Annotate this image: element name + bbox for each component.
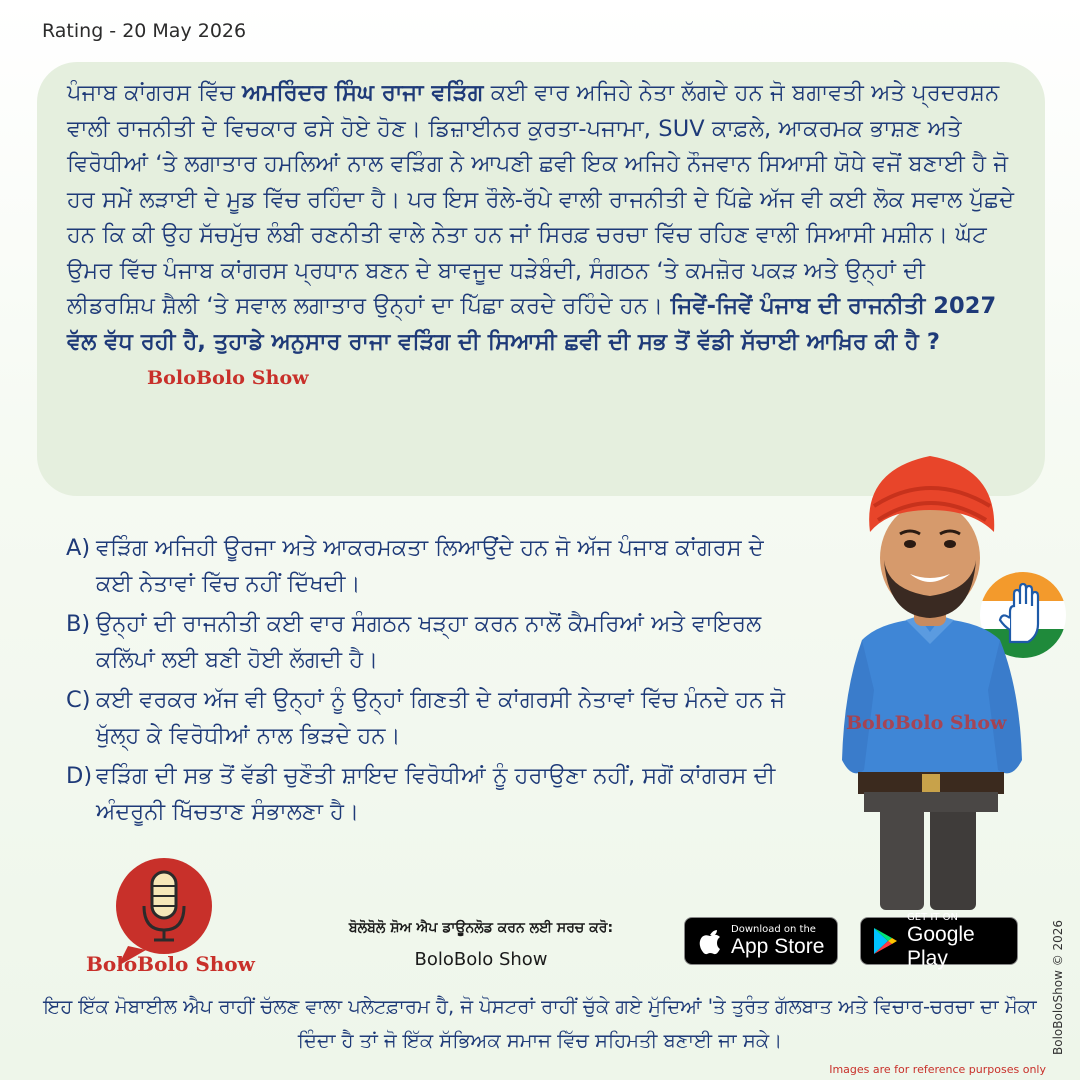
option-c[interactable] [66,682,806,754]
date-line: Rating - 20 May 2026 [42,20,247,42]
option-text: ਵੜਿੰਗ ਦੀ ਸਭ ਤੋਂ ਵੱਡੀ ਚੁਣੌਤੀ ਸ਼ਾਇਦ ਵਿਰੋਧੀਆਂ ਨੂੰ ਹਰਾਉਣਾ ਨਹੀਂ, ਸਗੋਂ ਕਾਂਗਰਸ ਦੀ ਅੰਦਰੂਨੀ ਖਿੱਚਤਾਣ ਸੰਭਾਲਣਾ ਹੈ। [96,763,776,825]
google-play-label: Google Play [907,922,975,970]
google-play-icon [871,926,899,956]
apple-icon [697,926,723,956]
image-disclaimer: Images are for reference purposes only [829,1063,1046,1076]
copyright-vertical: BoloBoloShow © 2026 [1051,919,1065,1055]
app-store-button[interactable] [684,917,838,965]
option-letter: A) [66,535,91,561]
option-text: ਵੜਿੰਗ ਅਜਿਹੀ ਊਰਜਾ ਅਤੇ ਆਕਰਮਕਤਾ ਲਿਆਉਂਦੇ ਹਨ ਜੋ ਅੱਜ ਪੰਜਾਬ ਕਾਂਗਰਸ ਦੇ ਕਈ ਨੇਤਾਵਾਂ ਵਿੱਚ ਨਹੀਂ ਦਿੱਖਦੀ। [96,535,764,597]
question-body: ਕਈ ਵਾਰ ਅਜਿਹੇ ਨੇਤਾ ਲੱਗਦੇ ਹਨ ਜੋ ਬਗਾਵਤੀ ਅਤੇ ਪ੍ਰਦਰਸ਼ਨ ਵਾਲੀ ਰਾਜਨੀਤੀ ਦੇ ਵਿਚਕਾਰ ਫਸੇ ਹੋਏ ਹੋਣ। ਡਿਜ਼ਾਈਨਰ ਕੁਰਤਾ-ਪਜਾਮਾ, SUV ਕਾਫ਼ਲੇ, ਆਕਰਮਕ ਭਾਸ਼ਣ ਅਤੇ ਵਿਰੋਧੀਆਂ ‘ਤੇ ਲਗਾਤਾਰ ਹਮਲਿਆਂ ਨਾਲ ਵੜਿੰਗ ਨੇ ਆਪਣੀ ਛਵੀ ਇਕ ਅਜਿਹੇ ਨੌਜਵਾਨ ਸਿਆਸੀ ਯੋਧੇ ਵਜੋਂ ਬਣਾਈ ਹੈ ਜੋ ਹਰ ਸਮੇਂ ਲੜਾਈ ਦੇ ਮੂਡ ਵਿੱਚ ਰਹਿੰਦਾ ਹੈ। ਪਰ ਇਸ ਰੌਲੇ-ਰੱਪੇ ਵਾਲੀ ਰਾਜਨੀਤੀ ਦੇ ਪਿੱਛੇ ਅੱਜ ਵੀ ਕਈ ਲੋਕ ਸਵਾਲ ਪੁੱਛਦੇ ਹਨ ਕਿ ਕੀ ਉਹ ਸੱਚਮੁੱਚ ਲੰਬੀ ਰਣਨੀਤੀ ਵਾਲੇ ਨੇਤਾ ਹਨ ਜਾਂ ਸਿਰਫ਼ ਚਰਚਾ ਵਿੱਚ ਰਹਿਣ ਵਾਲੀ ਸਿਆਸੀ ਮਸ਼ੀਨ। ਘੱਟ ਉਮਰ ਵਿੱਚ ਪੰਜਾਬ ਕਾਂਗਰਸ ਪ੍ਰਧਾਨ ਬਣਨ ਦੇ ਬਾਵਜੂਦ ਧੜੇਬੰਦੀ, ਸੰਗਠਨ ‘ਤੇ ਕਮਜ਼ੋਰ ਪਕੜ ਅਤੇ ਉਨ੍ਹਾਂ ਦੀ ਲੀਡਰਸ਼ਿਪ ਸ਼ੈਲੀ ‘ਤੇ ਸਵਾਲ ਲਗਾਤਾਰ ਉਨ੍ਹਾਂ ਦਾ ਪਿੱਛਾ ਕਰਦੇ ਰਹਿੰਦੇ ਹਨ। [67,80,1015,319]
logo-brand-name: BoloBolo Show [86,952,255,976]
app-store-label: App Store [731,934,825,958]
option-text: ਕਈ ਵਰਕਰ ਅੱਜ ਵੀ ਉਨ੍ਹਾਂ ਨੂੰ ਉਨ੍ਹਾਂ ਗਿਣਤੀ ਦੇ ਕਾਂਗਰਸੀ ਨੇਤਾਵਾਂ ਵਿੱਚ ਮੰਨਦੇ ਹਨ ਜੋ ਖੁੱਲ੍ਹ ਕੇ ਵਿਰੋਧੀਆਂ ਨਾਲ ਭਿੜਦੇ ਹਨ। [96,687,786,749]
politician-name: ਅਮਰਿੰਦਰ ਸਿੰਘ ਰਾਜਾ ਵੜਿੰਗ [242,80,484,106]
option-text: ਉਨ੍ਹਾਂ ਦੀ ਰਾਜਨੀਤੀ ਕਈ ਵਾਰ ਸੰਗਠਨ ਖੜ੍ਹਾ ਕਰਨ ਨਾਲੋਂ ਕੈਮਰਿਆਂ ਅਤੇ ਵਾਇਰਲ ਕਲਿੱਪਾਂ ਲਈ ਬਣੀ ਹੋਈ ਲੱਗਦੀ ਹੈ। [96,611,762,673]
option-letter: C) [66,687,91,713]
answer-options [66,530,806,834]
question-intro: ਪੰਜਾਬ ਕਾਂਗਰਸ ਵਿੱਚ [67,80,243,106]
illustration-watermark: BoloBolo Show [846,712,1007,734]
app-store-small-label: Download on the [731,923,816,935]
download-prompt: ਬੋਲੋਬੋਲੋ ਸ਼ੋਅ ਐਪ ਡਾਊਨਲੋਡ ਕਰਨ ਲਈ ਸਰਚ ਕਰੋ: [348,920,614,936]
option-a[interactable] [66,530,806,602]
option-b[interactable] [66,606,806,678]
google-play-button[interactable] [860,911,1018,970]
question-brand: BoloBolo Show [147,367,309,389]
question-card [37,62,1045,496]
politician-caricature [822,440,1042,910]
footer-description: ਇਹ ਇੱਕ ਮੋਬਾਈਲ ਐਪ ਰਾਹੀਂ ਚੱਲਣ ਵਾਲਾ ਪਲੇਟਫ਼ਾਰਮ ਹੈ, ਜੋ ਪੋਸਟਰਾਂ ਰਾਹੀਂ ਚੁੱਕੇ ਗਏ ਮੁੱਦਿਆਂ 'ਤੇ ਤੁਰੰਤ ਗੱਲਬਾਤ ਅਤੇ ਵਿਚਾਰ-ਚਰਚਾ ਦਾ ਮੌਕਾ ਦਿੰਦਾ ਹੈ ਤਾਂ ਜੋ ਇੱਕ ਸੱਭਿਅਕ ਸਮਾਜ ਵਿੱਚ ਸਹਿਮਤੀ ਬਣਾਈ ਜਾ ਸਕੇ। [43,995,1037,1052]
download-app-name: BoloBolo Show [414,949,548,970]
option-letter: D) [66,763,93,789]
option-letter: B) [66,611,91,637]
option-d[interactable] [66,758,806,830]
google-play-small-label: GET IT ON [907,911,958,923]
question-ask: ਜਿਵੇਂ-ਜਿਵੇਂ ਪੰਜਾਬ ਦੀ ਰਾਜਨੀਤੀ 2027 ਵੱਲ ਵੱਧ ਰਹੀ ਹੈ, ਤੁਹਾਡੇ ਅਨੁਸਾਰ ਰਾਜਾ ਵੜਿੰਗ ਦੀ ਸਿਆਸੀ ਛਵੀ ਦੀ ਸਭ ਤੋਂ ਵੱਡੀ ਸੱਚਾਈ ਆਖ਼ਿਰ ਕੀ ਹੈ ? [67,293,997,355]
question-text [67,76,1019,397]
